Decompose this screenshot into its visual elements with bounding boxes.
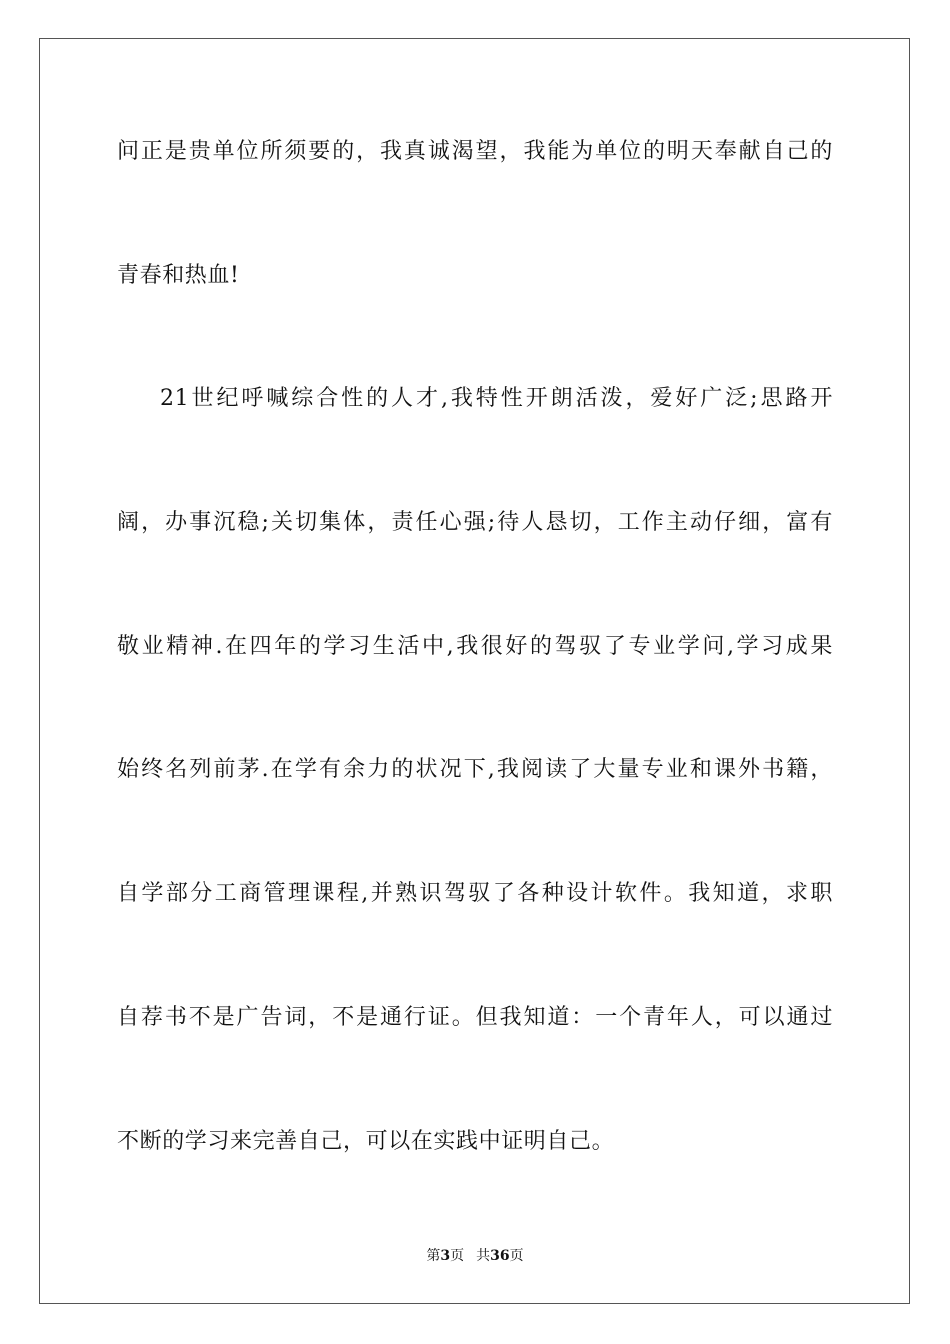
page-footer bbox=[0, 1247, 950, 1265]
text-line-7: 自学部分工商管理课程,并熟识驾驭了各种设计软件。我知道，求职 bbox=[117, 881, 833, 906]
footer-page-prefix: 第 bbox=[426, 1248, 441, 1264]
text-line-8: 自荐书不是广告词，不是通行证。但我知道：一个青年人，可以通过 bbox=[117, 1005, 833, 1030]
footer-page-number: 3 bbox=[440, 1248, 451, 1264]
text-line-4: 阔，办事沉稳;关切集体，责任心强;待人恳切，工作主动仔细，富有 bbox=[117, 510, 833, 535]
footer-total-suffix: 页 bbox=[509, 1248, 524, 1264]
footer-page-suffix: 页 bbox=[450, 1248, 465, 1264]
text-line-9: 不断的学习来完善自己，可以在实践中证明自己。 bbox=[117, 1129, 615, 1154]
footer-total-prefix: 共 bbox=[476, 1248, 491, 1264]
page-frame bbox=[39, 38, 910, 1304]
text-line-3: 21世纪呼喊综合性的人才,我特性开朗活泼，爱好广泛;思路开 bbox=[160, 386, 833, 411]
text-line-5: 敬业精神.在四年的学习生活中,我很好的驾驭了专业学问,学习成果 bbox=[117, 634, 833, 659]
text-line-6: 始终名列前茅.在学有余力的状况下,我阅读了大量专业和课外书籍， bbox=[117, 757, 833, 782]
text-line-1: 问正是贵单位所须要的，我真诚渴望，我能为单位的明天奉献自己的 bbox=[117, 139, 833, 164]
footer-total-pages: 36 bbox=[490, 1248, 510, 1264]
text-line-2: 青春和热血! bbox=[117, 263, 240, 288]
